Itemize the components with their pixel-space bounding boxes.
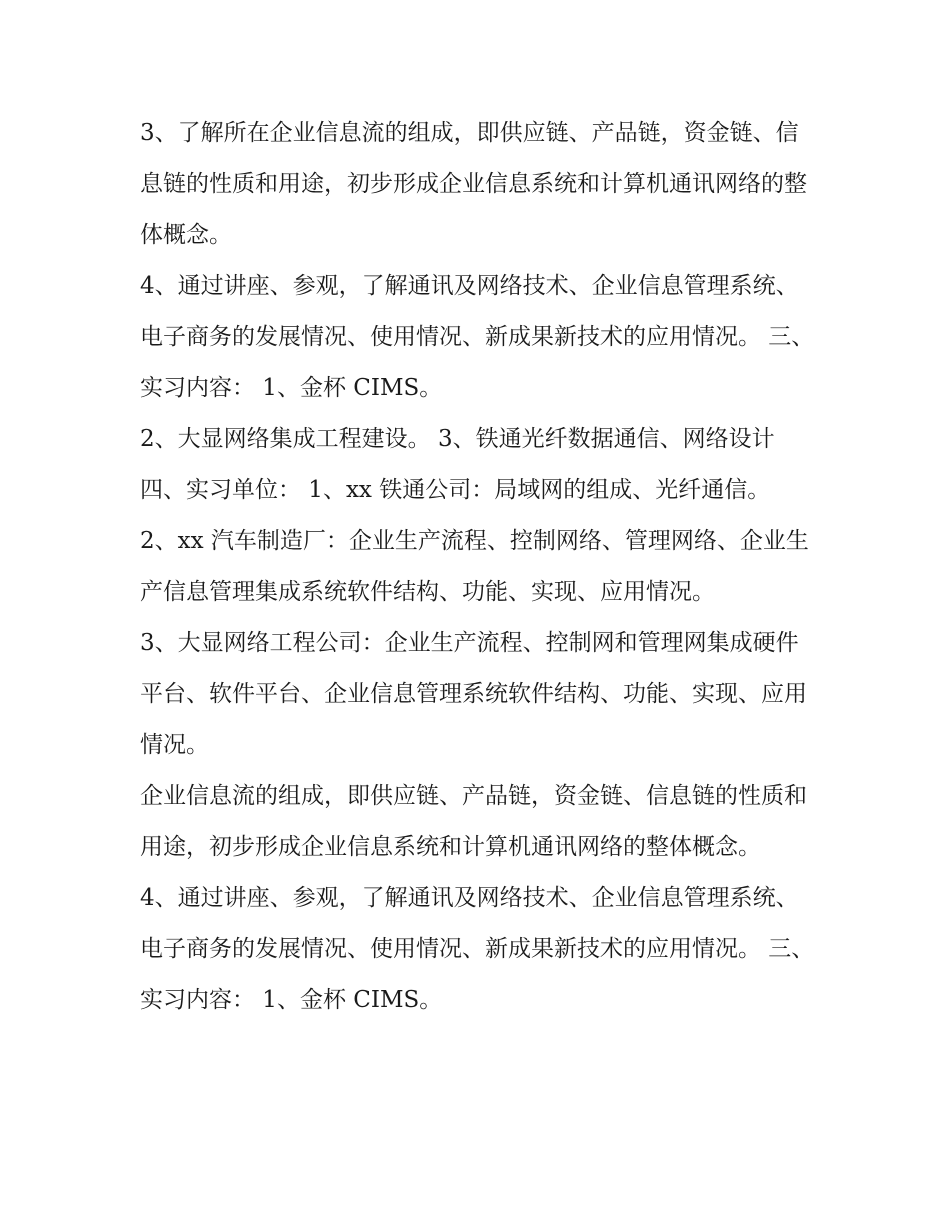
paragraph-2: 4、通过讲座、参观，了解通讯及网络技术、企业信息管理系统、电子商务的发展情况、使用情况、新成果新技术的应用情况。 三、实习内容： 1、金杯 CIMS。 xyxy=(140,273,815,401)
paragraph-4: 2、xx 汽车制造厂：企业生产流程、控制网络、管理网络、企业生产信息管理集成系统软件结构、功能、实现、应用情况。 xyxy=(140,528,809,605)
paragraph-3: 2、大显网络集成工程建设。 3、铁通光纤数据通信、网络设计 四、实习单位： 1、xx 铁通公司：局域网的组成、光纤通信。 xyxy=(140,426,775,503)
body-text xyxy=(140,108,820,1026)
paragraph-1: 3、了解所在企业信息流的组成，即供应链、产品链，资金链、信息链的性质和用途，初步形成企业信息系统和计算机通讯网络的整体概念。 xyxy=(140,120,807,248)
paragraph-7: 4、通过讲座、参观，了解通讯及网络技术、企业信息管理系统、电子商务的发展情况、使用情况、新成果新技术的应用情况。 三、实习内容： 1、金杯 CIMS。 xyxy=(140,885,815,1013)
paragraph-5: 3、大显网络工程公司：企业生产流程、控制网和管理网集成硬件平台、软件平台、企业信息管理系统软件结构、功能、实现、应用情况。 xyxy=(140,630,807,758)
paragraph-6: 企业信息流的组成，即供应链、产品链，资金链、信息链的性质和用途，初步形成企业信息系统和计算机通讯网络的整体概念。 xyxy=(140,783,807,860)
